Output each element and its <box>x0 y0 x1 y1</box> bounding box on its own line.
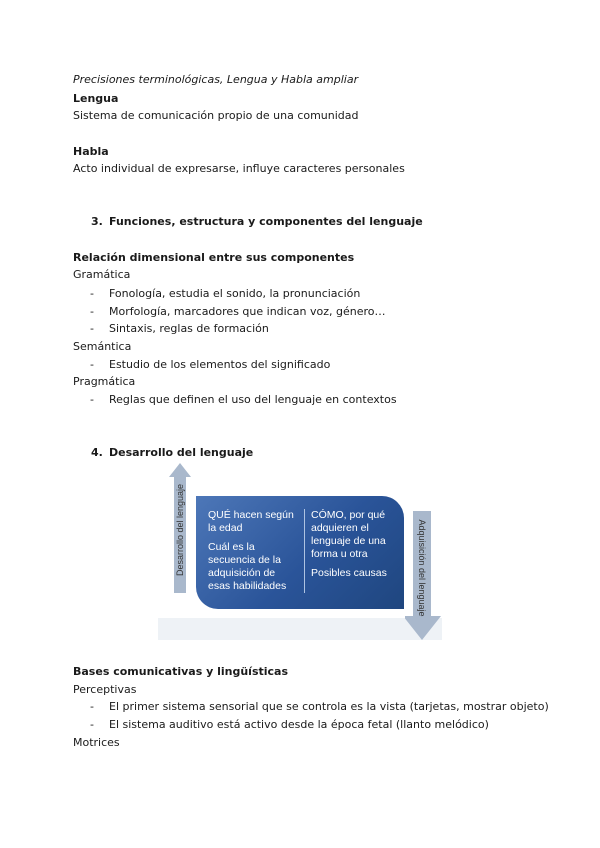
section-3-number: 3. <box>91 215 103 228</box>
lengua-definition: Sistema de comunicación propio de una comunidad <box>73 109 359 122</box>
language-development-diagram <box>158 463 442 640</box>
lengua-label: Lengua <box>73 92 119 105</box>
bullet-dash-icon: - <box>90 287 94 300</box>
bases-title: Bases comunicativas y lingüísticas <box>73 665 289 678</box>
diagram-que-text: QUÉ hacen según la edad <box>208 509 294 534</box>
list-item: - El sistema auditivo está activo desde la época fetal (llanto melódico) <box>90 718 489 731</box>
section-4-heading <box>91 446 253 460</box>
diagram-causas-text: Posibles causas <box>311 567 387 579</box>
habla-definition: Acto individual de expresarse, influye caracteres personales <box>73 162 405 175</box>
diagram-secuencia-text: Cuál es la secuencia de la adquisición de esas habilidades <box>208 541 287 592</box>
diagram-como-text: CÓMO, por qué adquieren el lenguaje de una forma u otra <box>311 509 386 560</box>
list-item: - Reglas que definen el uso del lenguaje en contextos <box>90 393 397 406</box>
bullet-dash-icon: - <box>90 700 94 713</box>
section-3-heading <box>91 215 423 229</box>
diagram-left-label: Desarrollo del lenguaje <box>175 483 185 577</box>
motrices-label: Motrices <box>73 736 120 749</box>
list-item: - El primer sistema sensorial que se controla es la vista (tarjetas, mostrar objeto) <box>90 700 549 713</box>
section-3-title: Funciones, estructura y componentes del lenguaje <box>109 215 423 228</box>
pragmatica-label: Pragmática <box>73 375 136 388</box>
bullet-dash-icon: - <box>90 393 94 406</box>
list-item: - Estudio de los elementos del significado <box>90 358 331 371</box>
bullet-dash-icon: - <box>90 322 94 335</box>
gramatica-label: Gramática <box>73 268 131 281</box>
list-item: - Morfología, marcadores que indican voz, género… <box>90 305 386 318</box>
diagram-divider <box>304 509 305 593</box>
semantica-label: Semántica <box>73 340 132 353</box>
list-item: - Sintaxis, reglas de formación <box>90 322 269 335</box>
bullet-dash-icon: - <box>90 358 94 371</box>
perceptivas-label: Perceptivas <box>73 683 137 696</box>
section-4-number: 4. <box>91 446 103 459</box>
intro-heading: Precisiones terminológicas, Lengua y Habla ampliar <box>73 73 359 86</box>
diagram-right-label: Adquisición del lenguaje <box>417 519 427 617</box>
diagram-left-column <box>208 509 300 593</box>
components-title: Relación dimensional entre sus componentes <box>73 251 355 264</box>
diagram-right-column <box>311 509 399 580</box>
bullet-dash-icon: - <box>90 305 94 318</box>
section-4-title: Desarrollo del lenguaje <box>109 446 254 459</box>
list-item: - Fonología, estudia el sonido, la pronunciación <box>90 287 361 300</box>
diagram-background <box>158 618 442 640</box>
bullet-dash-icon: - <box>90 718 94 731</box>
habla-label: Habla <box>73 145 109 158</box>
